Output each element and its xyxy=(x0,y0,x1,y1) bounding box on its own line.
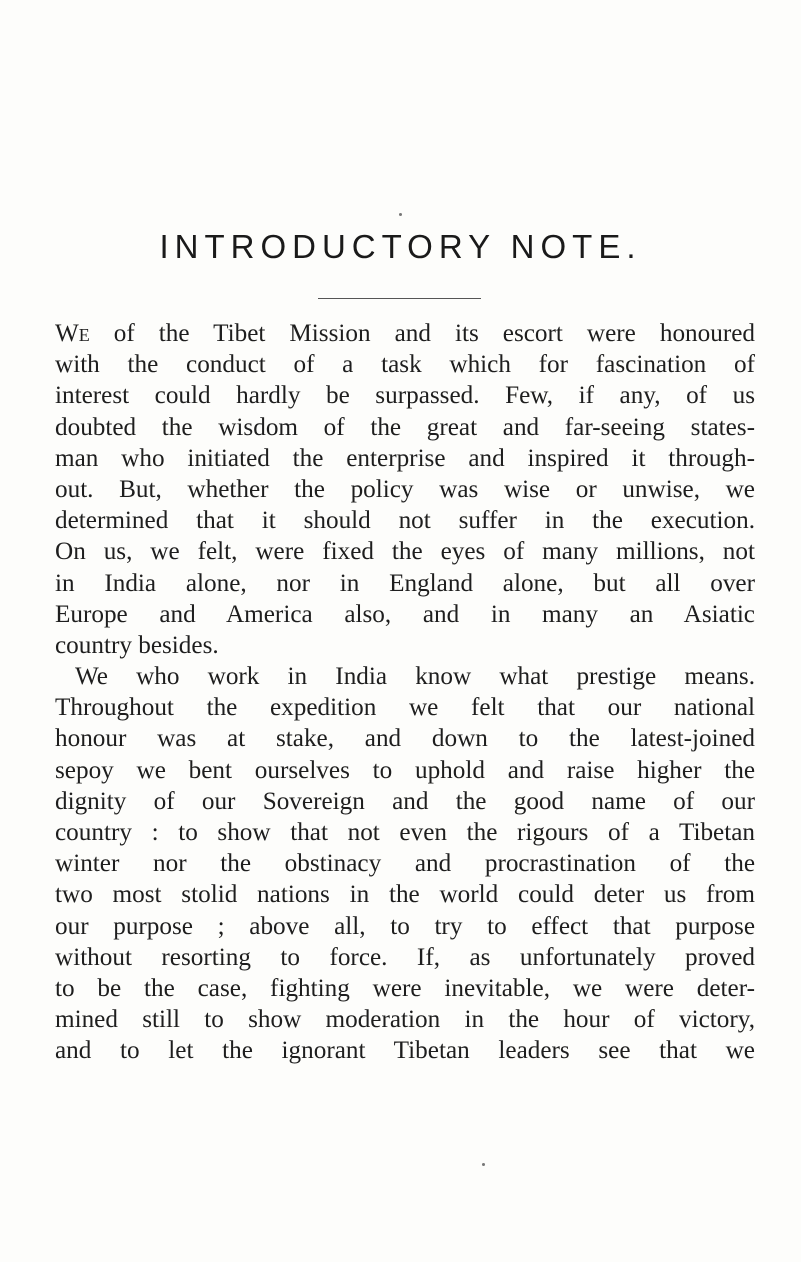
text-line: We of the Tibet Mission and its escort were honoured xyxy=(55,320,755,347)
text-line: doubted the wisdom of the great and far-seeing states- xyxy=(55,413,755,441)
ink-speck xyxy=(482,1163,485,1166)
text-line: out. But, whether the policy was wise or unwise, we xyxy=(55,475,755,503)
paragraph xyxy=(55,661,755,1066)
text-line: without resorting to force. If, as unfortunately proved xyxy=(55,943,755,971)
text-line: interest could hardly be surpassed. Few, if any, of us xyxy=(55,382,755,410)
text-line: Europe and America also, and in many an Asiatic xyxy=(55,600,755,628)
body-text xyxy=(55,318,755,1067)
text-line: in India alone, nor in England alone, but all over xyxy=(55,569,755,597)
text-line: our purpose ; above all, to try to effect that purpose xyxy=(55,912,755,940)
text-line: dignity of our Sovereign and the good name of our xyxy=(55,787,755,815)
ink-speck xyxy=(399,213,402,216)
text-line: mined still to show moderation in the hour of victory, xyxy=(55,1006,755,1034)
text-line: winter nor the obstinacy and procrastination of the xyxy=(55,850,755,878)
text-line: man who initiated the enterprise and inspired it through- xyxy=(55,444,755,472)
first-word: We xyxy=(55,320,90,347)
text-line: with the conduct of a task which for fascination of xyxy=(55,351,755,379)
text-line: honour was at stake, and down to the latest-joined xyxy=(55,725,755,753)
text-line: sepoy we bent ourselves to uphold and raise higher the xyxy=(55,756,755,784)
text-line: two most stolid nations in the world could deter us from xyxy=(55,881,755,909)
text-line: to be the case, fighting were inevitable, we were deter- xyxy=(55,974,755,1002)
paragraph xyxy=(55,318,755,661)
text-line: We who work in India know what prestige means. xyxy=(75,663,755,691)
text-line: Throughout the expedition we felt that our national xyxy=(55,694,755,722)
text-line: and to let the ignorant Tibetan leaders see that we xyxy=(55,1037,755,1065)
text-line: determined that it should not suffer in the execution. xyxy=(55,507,755,535)
heading-rule xyxy=(318,298,481,299)
text-line: country : to show that not even the rigours of a Tibetan xyxy=(55,819,755,846)
text-line: country besides. xyxy=(55,631,219,659)
text-line: On us, we felt, were fixed the eyes of many millions, not xyxy=(55,538,755,566)
page-heading: INTRODUCTORY NOTE. xyxy=(159,228,642,265)
